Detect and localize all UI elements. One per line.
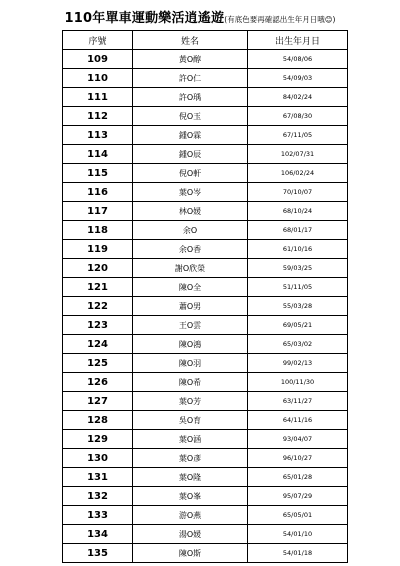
- table-row: [63, 145, 348, 164]
- row-number-cell: 124: [63, 335, 133, 354]
- row-birthdate-cell: 84/02/24: [248, 88, 348, 107]
- table-row: [63, 297, 348, 316]
- table-row: [63, 183, 348, 202]
- row-birthdate-cell: 54/01/18: [248, 544, 348, 563]
- row-number-cell: 115: [63, 164, 133, 183]
- row-number-cell: 118: [63, 221, 133, 240]
- table-header-row: [63, 31, 348, 50]
- table-row: [63, 392, 348, 411]
- table-row: [63, 50, 348, 69]
- table-row: [63, 525, 348, 544]
- row-birthdate-cell: 61/10/16: [248, 240, 348, 259]
- row-number-cell: 119: [63, 240, 133, 259]
- row-number-cell: 130: [63, 449, 133, 468]
- header-birthdate: 出生年月日: [248, 31, 348, 50]
- header-number: 序號: [63, 31, 133, 50]
- row-number-cell: 122: [63, 297, 133, 316]
- table-row: [63, 487, 348, 506]
- row-birthdate-cell: 100/11/30: [248, 373, 348, 392]
- page-title: [0, 8, 400, 29]
- row-name-cell: 葉O芳: [133, 392, 248, 411]
- row-number-cell: 117: [63, 202, 133, 221]
- row-name-cell: 鍾O辰: [133, 145, 248, 164]
- row-name-cell: 葉O岑: [133, 183, 248, 202]
- row-birthdate-cell: 65/03/02: [248, 335, 348, 354]
- table-row: [63, 278, 348, 297]
- row-birthdate-cell: 67/08/30: [248, 107, 348, 126]
- row-number-cell: 120: [63, 259, 133, 278]
- row-number-cell: 125: [63, 354, 133, 373]
- row-name-cell: 陳O羽: [133, 354, 248, 373]
- row-number-cell: 132: [63, 487, 133, 506]
- row-number-cell: 123: [63, 316, 133, 335]
- row-name-cell: 陳O希: [133, 373, 248, 392]
- row-number-cell: 129: [63, 430, 133, 449]
- row-number-cell: 113: [63, 126, 133, 145]
- row-birthdate-cell: 64/11/16: [248, 411, 348, 430]
- row-name-cell: 許O仁: [133, 69, 248, 88]
- table-row: [63, 164, 348, 183]
- row-name-cell: 倪O玉: [133, 107, 248, 126]
- table-row: [63, 221, 348, 240]
- row-number-cell: 121: [63, 278, 133, 297]
- row-number-cell: 112: [63, 107, 133, 126]
- row-birthdate-cell: 96/10/27: [248, 449, 348, 468]
- row-birthdate-cell: 95/07/29: [248, 487, 348, 506]
- row-number-cell: 134: [63, 525, 133, 544]
- row-birthdate-cell: 68/10/24: [248, 202, 348, 221]
- row-birthdate-cell: 63/11/27: [248, 392, 348, 411]
- row-name-cell: 倪O軒: [133, 164, 248, 183]
- row-birthdate-cell: 54/08/06: [248, 50, 348, 69]
- row-number-cell: 109: [63, 50, 133, 69]
- row-birthdate-cell: 93/04/07: [248, 430, 348, 449]
- table-row: [63, 107, 348, 126]
- row-birthdate-cell: 67/11/05: [248, 126, 348, 145]
- table-row: [63, 354, 348, 373]
- table-body: [63, 50, 348, 563]
- row-name-cell: 湯O媛: [133, 525, 248, 544]
- row-name-cell: 鍾O霖: [133, 126, 248, 145]
- row-name-cell: 陳O斯: [133, 544, 248, 563]
- row-birthdate-cell: 106/02/24: [248, 164, 348, 183]
- participant-table: [62, 30, 348, 563]
- table-row: [63, 449, 348, 468]
- row-birthdate-cell: 54/01/10: [248, 525, 348, 544]
- row-birthdate-cell: 70/10/07: [248, 183, 348, 202]
- table-row: [63, 430, 348, 449]
- table-row: [63, 335, 348, 354]
- row-number-cell: 133: [63, 506, 133, 525]
- row-name-cell: 黃O醇: [133, 50, 248, 69]
- row-name-cell: 蕭O男: [133, 297, 248, 316]
- row-birthdate-cell: 59/03/25: [248, 259, 348, 278]
- table-row: [63, 544, 348, 563]
- row-name-cell: 陳O鴻: [133, 335, 248, 354]
- row-number-cell: 126: [63, 373, 133, 392]
- row-name-cell: 葉O隆: [133, 468, 248, 487]
- row-name-cell: 謝O欣榮: [133, 259, 248, 278]
- row-birthdate-cell: 65/01/28: [248, 468, 348, 487]
- row-number-cell: 116: [63, 183, 133, 202]
- row-birthdate-cell: 69/05/21: [248, 316, 348, 335]
- table-row: [63, 316, 348, 335]
- row-name-cell: 游O燕: [133, 506, 248, 525]
- table-row: [63, 126, 348, 145]
- row-birthdate-cell: 102/07/31: [248, 145, 348, 164]
- row-name-cell: 余O: [133, 221, 248, 240]
- table-row: [63, 259, 348, 278]
- row-name-cell: 余O香: [133, 240, 248, 259]
- title-note-text: (有底色要再確認出生年月日哦😊): [224, 15, 336, 24]
- table-row: [63, 468, 348, 487]
- row-number-cell: 131: [63, 468, 133, 487]
- row-number-cell: 128: [63, 411, 133, 430]
- row-number-cell: 135: [63, 544, 133, 563]
- table-row: [63, 411, 348, 430]
- table-row: [63, 506, 348, 525]
- row-name-cell: 葉O峯: [133, 487, 248, 506]
- row-name-cell: 許O瑀: [133, 88, 248, 107]
- row-number-cell: 111: [63, 88, 133, 107]
- row-name-cell: 陳O全: [133, 278, 248, 297]
- row-birthdate-cell: 55/03/28: [248, 297, 348, 316]
- table-row: [63, 373, 348, 392]
- title-main-text: 110年單車運動樂活逍遙遊: [64, 11, 225, 26]
- row-number-cell: 127: [63, 392, 133, 411]
- table-row: [63, 88, 348, 107]
- row-number-cell: 114: [63, 145, 133, 164]
- row-name-cell: 葉O彥: [133, 449, 248, 468]
- header-name: 姓名: [133, 31, 248, 50]
- row-name-cell: 王O雲: [133, 316, 248, 335]
- row-name-cell: 葉O涵: [133, 430, 248, 449]
- table-row: [63, 240, 348, 259]
- row-name-cell: 林O媛: [133, 202, 248, 221]
- row-birthdate-cell: 68/01/17: [248, 221, 348, 240]
- row-birthdate-cell: 99/02/13: [248, 354, 348, 373]
- row-birthdate-cell: 51/11/05: [248, 278, 348, 297]
- row-name-cell: 吳O育: [133, 411, 248, 430]
- row-birthdate-cell: 65/05/01: [248, 506, 348, 525]
- row-birthdate-cell: 54/09/03: [248, 69, 348, 88]
- table-row: [63, 202, 348, 221]
- row-number-cell: 110: [63, 69, 133, 88]
- table-row: [63, 69, 348, 88]
